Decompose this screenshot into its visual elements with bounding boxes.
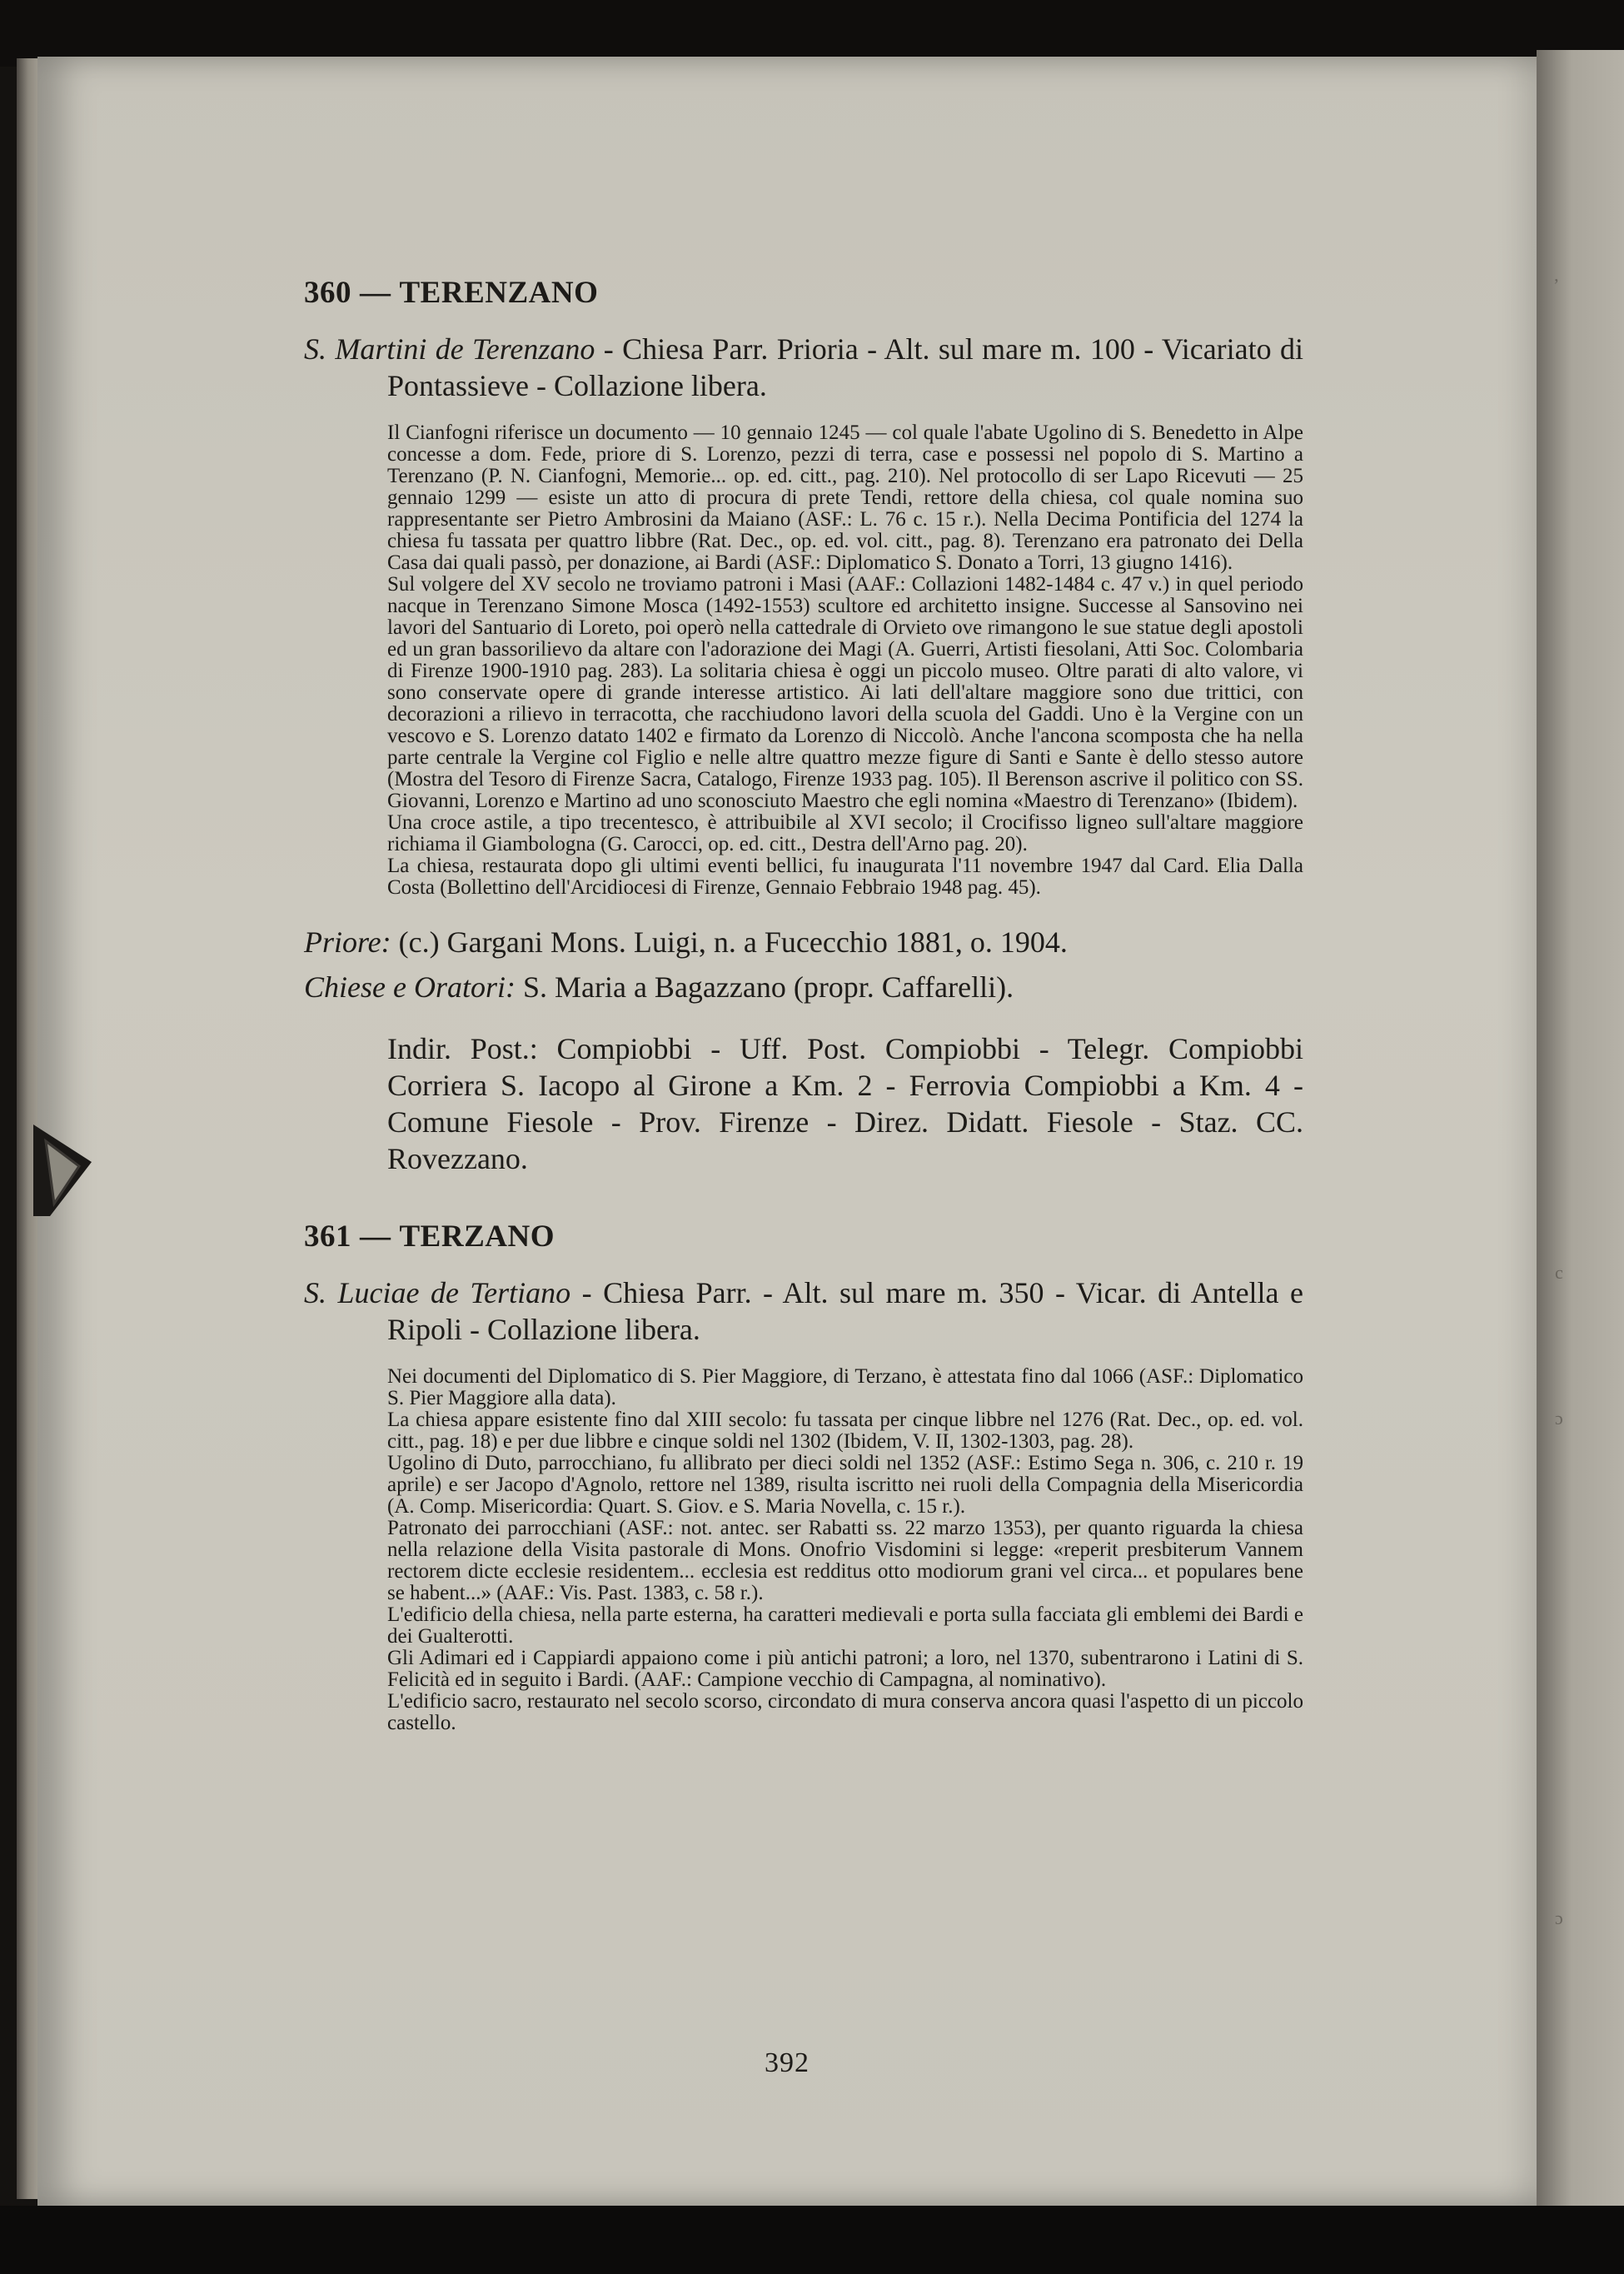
photo-bottom-edge [0, 2206, 1624, 2274]
history-paragraph: La chiesa appare esistente fino dal XIII secolo: fu tassata per cinque libbre nel 1276 (Rat. Dec., op. ed. vol. citt., pag. 18) e per due libbre e cinque soldi nel 1302 (Ibidem, V. II, 1302-1303, pag. 28). [387, 1409, 1303, 1453]
history-paragraph: L'edificio della chiesa, nella parte esterna, ha caratteri medievali e porta sulla facciata gli emblemi dei Bardi e dei Gualterotti. [387, 1603, 1303, 1648]
priore-label: Priore: [304, 925, 391, 959]
parish-details: - Chiesa Parr. Prioria - Alt. sul mare m. 100 - Vicariato di Pontassieve - Collazione libera. [387, 332, 1303, 402]
book-page [37, 57, 1537, 2206]
entry-name: TERZANO [399, 1219, 555, 1254]
entry-name: TERENZANO [399, 276, 599, 310]
history-paragraph: L'edificio sacro, restaurato nel secolo scorso, circondato di mura conserva ancora quasi l'aspetto di un piccolo castello. [387, 1690, 1303, 1734]
history-text [304, 422, 1303, 899]
parish-details: - Chiesa Parr. - Alt. sul mare m. 350 - Vicar. di Antella e Ripoli - Collazione libera. [387, 1276, 1303, 1346]
history-paragraph: Nei documenti del Diplomatico di S. Pier Maggiore, di Terzano, è attestata fino dal 1066 (ASF.: Diplomatico S. Pier Maggiore alla data). [387, 1365, 1303, 1409]
page-tab-marker [33, 1116, 108, 1224]
entry-heading [304, 275, 1303, 311]
margin-mark: ɔ [1555, 1408, 1563, 1429]
history-paragraph: Gli Adimari ed i Cappiardi appaiono come i più antichi patroni; a loro, nel 1370, subentrarono i Latini di S. Felicità ed in seguito i Bardi. (AAF.: Campione vecchio di Campagna, al nominativo). [387, 1647, 1303, 1691]
history-paragraph: Una croce astile, a tipo trecentesco, è attribuibile al XVI secolo; il Crocifisso ligneo sull'altare maggiore richiama il Giambologna (G. Carocci, op. ed. citt., Destra dell'Arno pag. 20). [387, 811, 1303, 855]
parish-description [304, 1274, 1303, 1348]
chiese-line [304, 969, 1303, 1005]
entry-separator: — [360, 276, 391, 310]
postal-info: Indir. Post.: Compiobbi - Uff. Post. Compiobbi - Telegr. Compiobbi Corriera S. Iacopo al Girone a Km. 2 - Ferrovia Compiobbi a Km. 4 - Comune Fiesole - Prov. Firenze - Direz. Didatt. Fiesole - Staz. CC. Rovezzano. [387, 1032, 1303, 1175]
entry-separator: — [360, 1219, 391, 1254]
parish-description [304, 331, 1303, 404]
chiese-value: S. Maria a Bagazzano (propr. Caffarelli). [515, 970, 1014, 1004]
margin-mark: ʼ [1553, 275, 1560, 296]
entry-heading [304, 1219, 1303, 1254]
page-number: 392 [765, 2047, 810, 2078]
history-paragraph: La chiesa, restaurata dopo gli ultimi eventi bellici, fu inaugurata l'11 novembre 1947 dal Card. Elia Dalla Costa (Bollettino dell'Arcidiocesi di Firenze, Gennaio Febbraio 1948 pag. 45). [387, 855, 1303, 899]
priore-line [304, 924, 1303, 960]
entry-360 [304, 275, 1303, 1177]
margin-mark: ɔ [1555, 1907, 1563, 1928]
facing-page-edge [1537, 50, 1624, 2216]
entry-number: 360 [304, 276, 351, 310]
history-paragraph: Il Cianfogni riferisce un documento — 10 gennaio 1245 — col quale l'abate Ugolino di S. Benedetto in Alpe concesse a dom. Fede, priore di S. Lorenzo, pezzi di terra, case e possessi nel popolo di S. Martino a Terenzano (P. N. Cianfogni, Memorie... op. ed. citt., pag. 210). Nel protocollo di ser Lapo Ricevuti — 25 gennaio 1299 — esiste un atto di procura di prete Tendi, rettore della chiesa, col quale nomina suo rappresentante ser Pietro Ambrosini da Maiano (ASF.: L. 76 c. 15 r.). Nella Decima Pontificia del 1274 la chiesa fu tassata per quattro libbre (Rat. Dec., op. ed. vol. citt., pag. 8). Terenzano era patronato dei Della Casa dai quali passò, per donazione, ai Bardi (ASF.: Diplomatico S. Donato a Torri, 13 giugno 1416). [387, 421, 1303, 574]
latin-name: S. Martini de Terenzano [304, 332, 595, 366]
history-text [304, 1366, 1303, 1734]
history-paragraph: Sul volgere del XV secolo ne troviamo patroni i Masi (AAF.: Collazioni 1482-1484 c. 47 v.) in quel periodo nacque in Terenzano Simone Mosca (1492-1553) scultore ed architetto insigne. Successe al Sansovino nei lavori del Santuario di Loreto, poi operò nella cattedrale di Orvieto ove rimangono le sue statue degli apostoli ed un gran bassorilievo da altare con l'adorazione dei Magi (A. Guerri, Artisti fiesolani, Atti Soc. Colombaria di Firenze 1900-1910 pag. 283). La solitaria chiesa è oggi un piccolo museo. Oltre parati di alto valore, vi sono conservate opere di grande interesse artistico. Ai lati dell'altare maggiore sono due trittici, con decorazioni a rilievo in terracotta, che racchiudono lavori della scuola del Gaddi. Uno è la Vergine con un vescovo e S. Lorenzo datato 1402 e firmato da Lorenzo di Niccolò. Anche l'ancona scomposta che ha nella parte centrale la Vergine col Figlio e nelle altre quattro mezze figure di Santi e Sante è dello stesso autore (Mostra del Tesoro di Firenze Sacra, Catalogo, Firenze 1933 pag. 105). Il Berenson ascrive il politico con SS. Giovanni, Lorenzo e Martino ad uno sconosciuto Maestro che egli nomina «Maestro di Terenzano» (Ibidem). [387, 573, 1303, 812]
priore-value: (c.) Gargani Mons. Luigi, n. a Fucecchio 1881, o. 1904. [391, 925, 1068, 959]
entry-361 [304, 1219, 1303, 1734]
latin-name: S. Luciae de Tertiano [304, 1276, 571, 1309]
chiese-label: Chiese e Oratori: [304, 970, 516, 1004]
history-paragraph: Ugolino di Duto, parrocchiano, fu allibrato per dieci soldi nel 1352 (ASF.: Estimo Sega n. 306, c. 210 r. 19 aprile) e ser Jacopo d'Agnolo, rettore nel 1389, risulta iscritto nei ruoli della Compagnia della Misericordia (A. Comp. Misericordia: Quart. S. Giov. e S. Maria Novella, c. 15 r.). [387, 1452, 1303, 1518]
page-content [304, 275, 1303, 1734]
history-paragraph: Patronato dei parrocchiani (ASF.: not. antec. ser Rabatti ss. 22 marzo 1353), per quanto riguarda la chiesa nella relazione della Visita pastorale di Mons. Onofrio Visdomini si legge: «reperit presbiterum Vannem rectorem dicte ecclesie residentem... ecclesia est redditus otto modiorum grani vel circa... et populares bene se habent...» (AAF.: Vis. Past. 1383, c. 58 r.). [387, 1517, 1303, 1604]
margin-mark: c [1555, 1262, 1563, 1283]
entry-number: 361 [304, 1219, 351, 1254]
